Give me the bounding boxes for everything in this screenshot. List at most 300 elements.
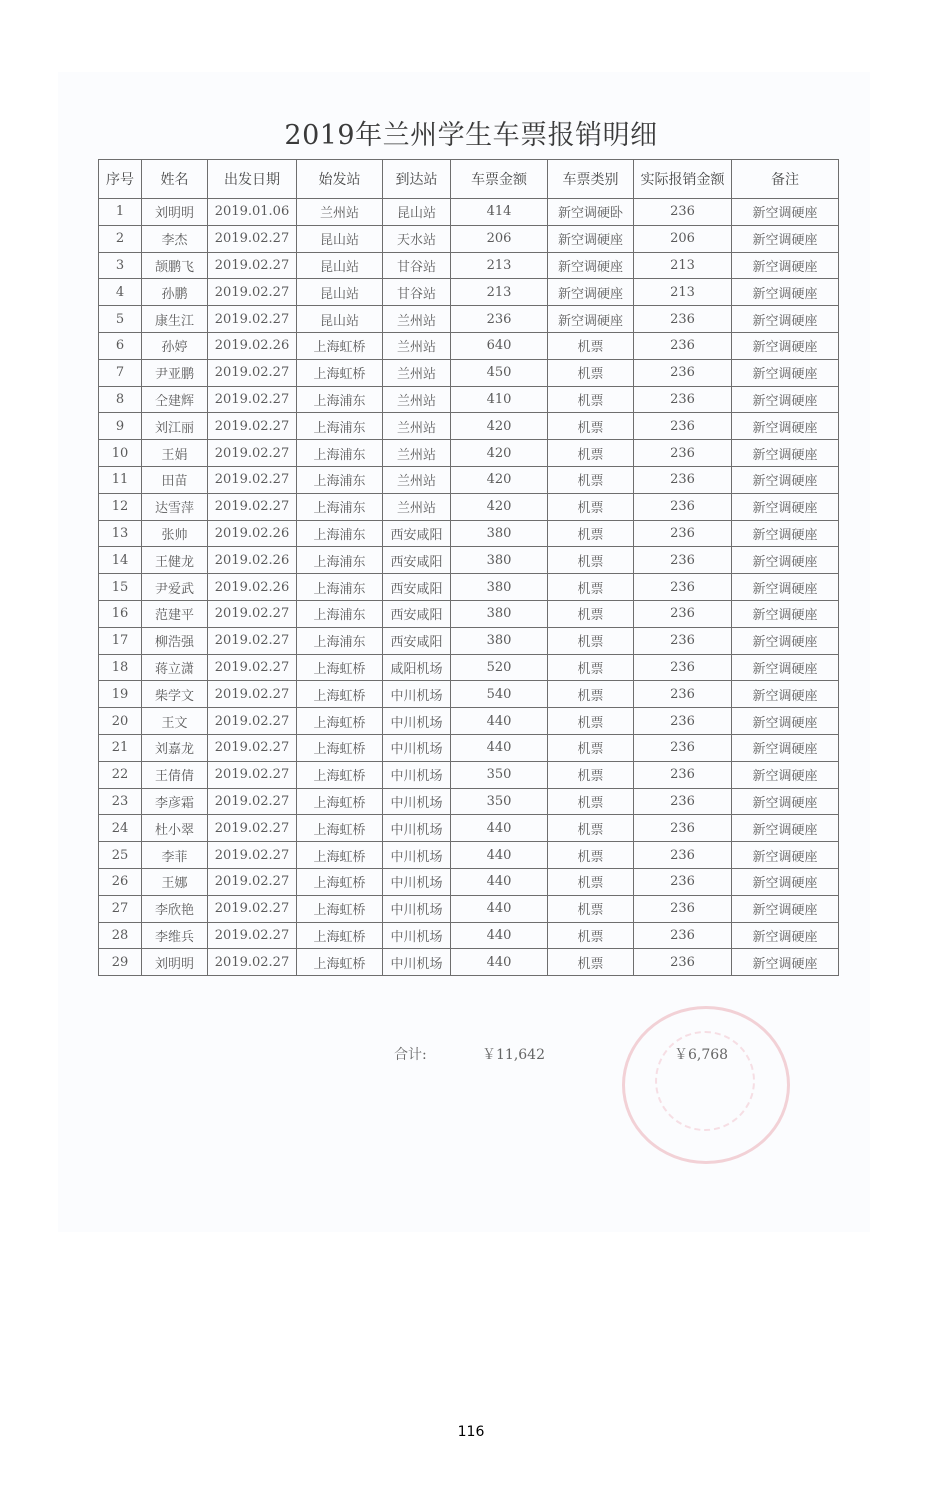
cell-remark: 新空调硬座 (732, 922, 839, 949)
cell-index: 22 (99, 761, 142, 788)
cell-destination: 中川机场 (383, 868, 451, 895)
table-header-row (99, 160, 839, 199)
cell-remark: 新空调硬座 (732, 681, 839, 708)
cell-reimbursed-amount: 236 (634, 440, 732, 467)
table-row (99, 199, 839, 226)
cell-date: 2019.02.26 (208, 332, 297, 359)
cell-ticket-type: 新空调硬座 (548, 252, 634, 279)
cell-ticket-type: 机票 (548, 359, 634, 386)
cell-date: 2019.02.27 (208, 279, 297, 306)
table-row (99, 306, 839, 333)
cell-remark: 新空调硬座 (732, 842, 839, 869)
cell-ticket-type: 机票 (548, 708, 634, 735)
cell-index: 13 (99, 520, 142, 547)
cell-destination: 兰州站 (383, 413, 451, 440)
cell-ticket-type: 机票 (548, 654, 634, 681)
cell-ticket-amount: 213 (451, 279, 548, 306)
cell-destination: 中川机场 (383, 895, 451, 922)
cell-reimbursed-amount: 236 (634, 199, 732, 226)
cell-ticket-type: 机票 (548, 413, 634, 440)
cell-origin: 上海虹桥 (297, 332, 383, 359)
cell-origin: 上海浦东 (297, 627, 383, 654)
cell-ticket-type: 机票 (548, 681, 634, 708)
table-row (99, 520, 839, 547)
cell-remark: 新空调硬座 (732, 815, 839, 842)
table-row (99, 949, 839, 976)
cell-index: 29 (99, 949, 142, 976)
table-row (99, 734, 839, 761)
cell-name: 柴学文 (142, 681, 208, 708)
cell-destination: 兰州站 (383, 466, 451, 493)
cell-destination: 西安咸阳 (383, 600, 451, 627)
cell-origin: 上海浦东 (297, 547, 383, 574)
cell-index: 27 (99, 895, 142, 922)
cell-date: 2019.02.26 (208, 520, 297, 547)
cell-ticket-amount: 380 (451, 600, 548, 627)
cell-reimbursed-amount: 236 (634, 815, 732, 842)
cell-ticket-amount: 236 (451, 306, 548, 333)
cell-reimbursed-amount: 236 (634, 466, 732, 493)
cell-date: 2019.02.27 (208, 252, 297, 279)
cell-name: 范建平 (142, 600, 208, 627)
cell-date: 2019.02.27 (208, 306, 297, 333)
cell-index: 7 (99, 359, 142, 386)
cell-destination: 甘谷站 (383, 279, 451, 306)
cell-index: 21 (99, 734, 142, 761)
cell-index: 3 (99, 252, 142, 279)
cell-name: 尹亚鹏 (142, 359, 208, 386)
cell-date: 2019.02.27 (208, 681, 297, 708)
cell-ticket-amount: 440 (451, 815, 548, 842)
cell-origin: 昆山站 (297, 306, 383, 333)
cell-remark: 新空调硬座 (732, 332, 839, 359)
cell-ticket-amount: 440 (451, 922, 548, 949)
cell-destination: 兰州站 (383, 440, 451, 467)
cell-destination: 甘谷站 (383, 252, 451, 279)
cell-destination: 兰州站 (383, 332, 451, 359)
cell-origin: 上海浦东 (297, 493, 383, 520)
cell-remark: 新空调硬座 (732, 574, 839, 601)
cell-name: 杜小翠 (142, 815, 208, 842)
cell-ticket-type: 机票 (548, 842, 634, 869)
cell-ticket-amount: 206 (451, 225, 548, 252)
cell-date: 2019.02.27 (208, 949, 297, 976)
cell-name: 尹爱武 (142, 574, 208, 601)
official-seal (622, 1006, 790, 1164)
cell-name: 孙鹏 (142, 279, 208, 306)
cell-date: 2019.02.27 (208, 493, 297, 520)
cell-date: 2019.02.27 (208, 842, 297, 869)
cell-name: 王健龙 (142, 547, 208, 574)
cell-name: 刘嘉龙 (142, 734, 208, 761)
cell-reimbursed-amount: 236 (634, 413, 732, 440)
table-row (99, 600, 839, 627)
cell-ticket-amount: 440 (451, 842, 548, 869)
cell-remark: 新空调硬座 (732, 279, 839, 306)
cell-ticket-type: 机票 (548, 761, 634, 788)
cell-destination: 西安咸阳 (383, 520, 451, 547)
cell-ticket-type: 机票 (548, 440, 634, 467)
cell-origin: 上海浦东 (297, 520, 383, 547)
cell-remark: 新空调硬座 (732, 493, 839, 520)
cell-name: 张帅 (142, 520, 208, 547)
cell-remark: 新空调硬座 (732, 734, 839, 761)
cell-ticket-amount: 410 (451, 386, 548, 413)
cell-destination: 兰州站 (383, 493, 451, 520)
cell-origin: 上海浦东 (297, 574, 383, 601)
table-row (99, 842, 839, 869)
table-row (99, 466, 839, 493)
header-name: 姓名 (142, 160, 208, 199)
cell-index: 9 (99, 413, 142, 440)
cell-ticket-type: 机票 (548, 949, 634, 976)
cell-name: 仝建辉 (142, 386, 208, 413)
table-row (99, 681, 839, 708)
cell-date: 2019.02.27 (208, 386, 297, 413)
table-row (99, 761, 839, 788)
cell-name: 田苗 (142, 466, 208, 493)
cell-origin: 上海虹桥 (297, 359, 383, 386)
cell-origin: 上海虹桥 (297, 681, 383, 708)
cell-origin: 昆山站 (297, 225, 383, 252)
cell-date: 2019.02.27 (208, 654, 297, 681)
cell-remark: 新空调硬座 (732, 547, 839, 574)
cell-origin: 上海虹桥 (297, 949, 383, 976)
reimbursed-total: ￥6,768 (674, 1047, 729, 1063)
cell-destination: 兰州站 (383, 386, 451, 413)
page-number: 116 (457, 1424, 485, 1440)
cell-remark: 新空调硬座 (732, 252, 839, 279)
cell-date: 2019.02.27 (208, 922, 297, 949)
cell-date: 2019.02.26 (208, 547, 297, 574)
cell-name: 刘明明 (142, 199, 208, 226)
cell-origin: 上海虹桥 (297, 922, 383, 949)
cell-reimbursed-amount: 236 (634, 708, 732, 735)
cell-reimbursed-amount: 236 (634, 600, 732, 627)
table-row (99, 788, 839, 815)
table-row (99, 413, 839, 440)
cell-name: 颉鹏飞 (142, 252, 208, 279)
cell-name: 王娜 (142, 868, 208, 895)
cell-destination: 中川机场 (383, 922, 451, 949)
cell-ticket-amount: 380 (451, 627, 548, 654)
cell-ticket-type: 机票 (548, 520, 634, 547)
table-row (99, 574, 839, 601)
cell-origin: 上海浦东 (297, 386, 383, 413)
cell-origin: 上海虹桥 (297, 842, 383, 869)
cell-index: 19 (99, 681, 142, 708)
cell-ticket-amount: 213 (451, 252, 548, 279)
cell-origin: 上海虹桥 (297, 895, 383, 922)
cell-destination: 中川机场 (383, 815, 451, 842)
cell-index: 26 (99, 868, 142, 895)
cell-destination: 咸阳机场 (383, 654, 451, 681)
cell-ticket-amount: 420 (451, 466, 548, 493)
cell-origin: 上海虹桥 (297, 868, 383, 895)
table-body (99, 199, 839, 976)
cell-name: 达雪萍 (142, 493, 208, 520)
cell-remark: 新空调硬座 (732, 520, 839, 547)
cell-remark: 新空调硬座 (732, 306, 839, 333)
cell-date: 2019.02.26 (208, 574, 297, 601)
ticket-total: ￥11,642 (482, 1047, 545, 1063)
cell-remark: 新空调硬座 (732, 600, 839, 627)
cell-reimbursed-amount: 236 (634, 895, 732, 922)
cell-date: 2019.02.27 (208, 895, 297, 922)
cell-name: 李彦霜 (142, 788, 208, 815)
cell-index: 5 (99, 306, 142, 333)
cell-date: 2019.01.06 (208, 199, 297, 226)
table-row (99, 654, 839, 681)
cell-ticket-type: 机票 (548, 734, 634, 761)
cell-remark: 新空调硬座 (732, 708, 839, 735)
cell-index: 25 (99, 842, 142, 869)
cell-reimbursed-amount: 236 (634, 842, 732, 869)
cell-name: 李欣艳 (142, 895, 208, 922)
cell-remark: 新空调硬座 (732, 627, 839, 654)
cell-ticket-type: 机票 (548, 815, 634, 842)
header-origin: 始发站 (297, 160, 383, 199)
cell-reimbursed-amount: 236 (634, 627, 732, 654)
cell-reimbursed-amount: 236 (634, 949, 732, 976)
table-row (99, 815, 839, 842)
cell-index: 1 (99, 199, 142, 226)
cell-remark: 新空调硬座 (732, 466, 839, 493)
cell-name: 王倩倩 (142, 761, 208, 788)
cell-reimbursed-amount: 236 (634, 681, 732, 708)
cell-origin: 上海虹桥 (297, 815, 383, 842)
cell-ticket-amount: 440 (451, 734, 548, 761)
cell-reimbursed-amount: 236 (634, 306, 732, 333)
header-ticket-type: 车票类别 (548, 160, 634, 199)
cell-reimbursed-amount: 236 (634, 761, 732, 788)
cell-origin: 上海虹桥 (297, 708, 383, 735)
table-row (99, 225, 839, 252)
cell-reimbursed-amount: 206 (634, 225, 732, 252)
cell-index: 24 (99, 815, 142, 842)
cell-ticket-type: 机票 (548, 788, 634, 815)
table-row (99, 922, 839, 949)
cell-date: 2019.02.27 (208, 359, 297, 386)
cell-date: 2019.02.27 (208, 734, 297, 761)
cell-date: 2019.02.27 (208, 788, 297, 815)
cell-reimbursed-amount: 236 (634, 386, 732, 413)
cell-destination: 西安咸阳 (383, 574, 451, 601)
cell-ticket-type: 新空调硬座 (548, 225, 634, 252)
cell-ticket-amount: 640 (451, 332, 548, 359)
table-row (99, 493, 839, 520)
totals-label: 合计: (394, 1047, 427, 1063)
cell-destination: 中川机场 (383, 734, 451, 761)
cell-index: 28 (99, 922, 142, 949)
cell-ticket-type: 新空调硬座 (548, 279, 634, 306)
table-row (99, 440, 839, 467)
cell-destination: 中川机场 (383, 761, 451, 788)
cell-origin: 上海虹桥 (297, 788, 383, 815)
cell-index: 16 (99, 600, 142, 627)
cell-date: 2019.02.27 (208, 627, 297, 654)
cell-destination: 中川机场 (383, 788, 451, 815)
header-destination: 到达站 (383, 160, 451, 199)
cell-date: 2019.02.27 (208, 868, 297, 895)
document-title: 2019年兰州学生车票报销明细 (284, 120, 658, 151)
table-row (99, 252, 839, 279)
cell-name: 李维兵 (142, 922, 208, 949)
cell-ticket-amount: 380 (451, 520, 548, 547)
cell-origin: 上海浦东 (297, 466, 383, 493)
cell-ticket-type: 机票 (548, 466, 634, 493)
cell-destination: 中川机场 (383, 842, 451, 869)
cell-remark: 新空调硬座 (732, 199, 839, 226)
cell-name: 孙婷 (142, 332, 208, 359)
cell-destination: 中川机场 (383, 681, 451, 708)
cell-reimbursed-amount: 236 (634, 734, 732, 761)
cell-index: 11 (99, 466, 142, 493)
cell-ticket-amount: 420 (451, 440, 548, 467)
cell-ticket-type: 机票 (548, 600, 634, 627)
cell-ticket-amount: 540 (451, 681, 548, 708)
table-row (99, 895, 839, 922)
cell-reimbursed-amount: 236 (634, 788, 732, 815)
cell-ticket-amount: 440 (451, 949, 548, 976)
cell-date: 2019.02.27 (208, 761, 297, 788)
header-date: 出发日期 (208, 160, 297, 199)
cell-index: 12 (99, 493, 142, 520)
cell-origin: 兰州站 (297, 199, 383, 226)
cell-ticket-type: 机票 (548, 627, 634, 654)
cell-remark: 新空调硬座 (732, 225, 839, 252)
cell-ticket-amount: 440 (451, 868, 548, 895)
cell-reimbursed-amount: 236 (634, 332, 732, 359)
cell-index: 20 (99, 708, 142, 735)
table-row (99, 627, 839, 654)
header-reimbursed-amount: 实际报销金额 (634, 160, 732, 199)
cell-ticket-type: 机票 (548, 922, 634, 949)
cell-ticket-type: 新空调硬卧 (548, 199, 634, 226)
cell-reimbursed-amount: 236 (634, 520, 732, 547)
cell-date: 2019.02.27 (208, 708, 297, 735)
header-ticket-amount: 车票金额 (451, 160, 548, 199)
cell-destination: 兰州站 (383, 306, 451, 333)
cell-origin: 昆山站 (297, 252, 383, 279)
cell-remark: 新空调硬座 (732, 868, 839, 895)
cell-destination: 中川机场 (383, 949, 451, 976)
cell-ticket-amount: 380 (451, 574, 548, 601)
cell-remark: 新空调硬座 (732, 386, 839, 413)
table-row (99, 359, 839, 386)
cell-ticket-amount: 440 (451, 895, 548, 922)
cell-reimbursed-amount: 236 (634, 359, 732, 386)
cell-name: 柳浩强 (142, 627, 208, 654)
cell-destination: 西安咸阳 (383, 547, 451, 574)
cell-name: 李菲 (142, 842, 208, 869)
cell-date: 2019.02.27 (208, 815, 297, 842)
cell-reimbursed-amount: 213 (634, 279, 732, 306)
cell-reimbursed-amount: 236 (634, 574, 732, 601)
cell-ticket-amount: 450 (451, 359, 548, 386)
cell-date: 2019.02.27 (208, 440, 297, 467)
cell-ticket-amount: 350 (451, 788, 548, 815)
cell-index: 6 (99, 332, 142, 359)
cell-origin: 上海虹桥 (297, 734, 383, 761)
cell-index: 8 (99, 386, 142, 413)
cell-origin: 上海虹桥 (297, 654, 383, 681)
cell-ticket-type: 机票 (548, 547, 634, 574)
cell-index: 15 (99, 574, 142, 601)
cell-index: 17 (99, 627, 142, 654)
cell-reimbursed-amount: 213 (634, 252, 732, 279)
cell-origin: 上海浦东 (297, 440, 383, 467)
cell-origin: 上海浦东 (297, 600, 383, 627)
cell-ticket-type: 机票 (548, 332, 634, 359)
cell-name: 刘明明 (142, 949, 208, 976)
cell-remark: 新空调硬座 (732, 949, 839, 976)
cell-ticket-type: 机票 (548, 574, 634, 601)
cell-destination: 兰州站 (383, 359, 451, 386)
cell-remark: 新空调硬座 (732, 788, 839, 815)
header-index: 序号 (99, 160, 142, 199)
cell-index: 14 (99, 547, 142, 574)
cell-date: 2019.02.27 (208, 600, 297, 627)
cell-ticket-amount: 420 (451, 413, 548, 440)
table-row (99, 868, 839, 895)
cell-name: 蒋立潇 (142, 654, 208, 681)
cell-ticket-type: 机票 (548, 386, 634, 413)
table-row (99, 386, 839, 413)
table-row (99, 547, 839, 574)
cell-remark: 新空调硬座 (732, 359, 839, 386)
cell-name: 王娟 (142, 440, 208, 467)
table-row (99, 332, 839, 359)
cell-destination: 西安咸阳 (383, 627, 451, 654)
cell-date: 2019.02.27 (208, 225, 297, 252)
cell-remark: 新空调硬座 (732, 761, 839, 788)
cell-index: 10 (99, 440, 142, 467)
cell-ticket-type: 机票 (548, 895, 634, 922)
cell-destination: 天水站 (383, 225, 451, 252)
cell-reimbursed-amount: 236 (634, 922, 732, 949)
cell-remark: 新空调硬座 (732, 654, 839, 681)
cell-remark: 新空调硬座 (732, 440, 839, 467)
cell-index: 23 (99, 788, 142, 815)
cell-origin: 上海浦东 (297, 413, 383, 440)
cell-name: 康生江 (142, 306, 208, 333)
cell-name: 刘江丽 (142, 413, 208, 440)
header-remark: 备注 (732, 160, 839, 199)
reimbursement-table (98, 159, 839, 976)
cell-ticket-type: 机票 (548, 868, 634, 895)
cell-reimbursed-amount: 236 (634, 868, 732, 895)
cell-index: 4 (99, 279, 142, 306)
cell-ticket-type: 新空调硬座 (548, 306, 634, 333)
cell-name: 李杰 (142, 225, 208, 252)
cell-reimbursed-amount: 236 (634, 547, 732, 574)
cell-reimbursed-amount: 236 (634, 493, 732, 520)
cell-origin: 上海虹桥 (297, 761, 383, 788)
cell-date: 2019.02.27 (208, 466, 297, 493)
cell-ticket-amount: 380 (451, 547, 548, 574)
cell-ticket-amount: 420 (451, 493, 548, 520)
cell-ticket-amount: 520 (451, 654, 548, 681)
cell-reimbursed-amount: 236 (634, 654, 732, 681)
cell-origin: 昆山站 (297, 279, 383, 306)
table-row (99, 708, 839, 735)
cell-name: 王文 (142, 708, 208, 735)
cell-ticket-amount: 440 (451, 708, 548, 735)
cell-ticket-type: 机票 (548, 493, 634, 520)
cell-remark: 新空调硬座 (732, 895, 839, 922)
cell-destination: 昆山站 (383, 199, 451, 226)
